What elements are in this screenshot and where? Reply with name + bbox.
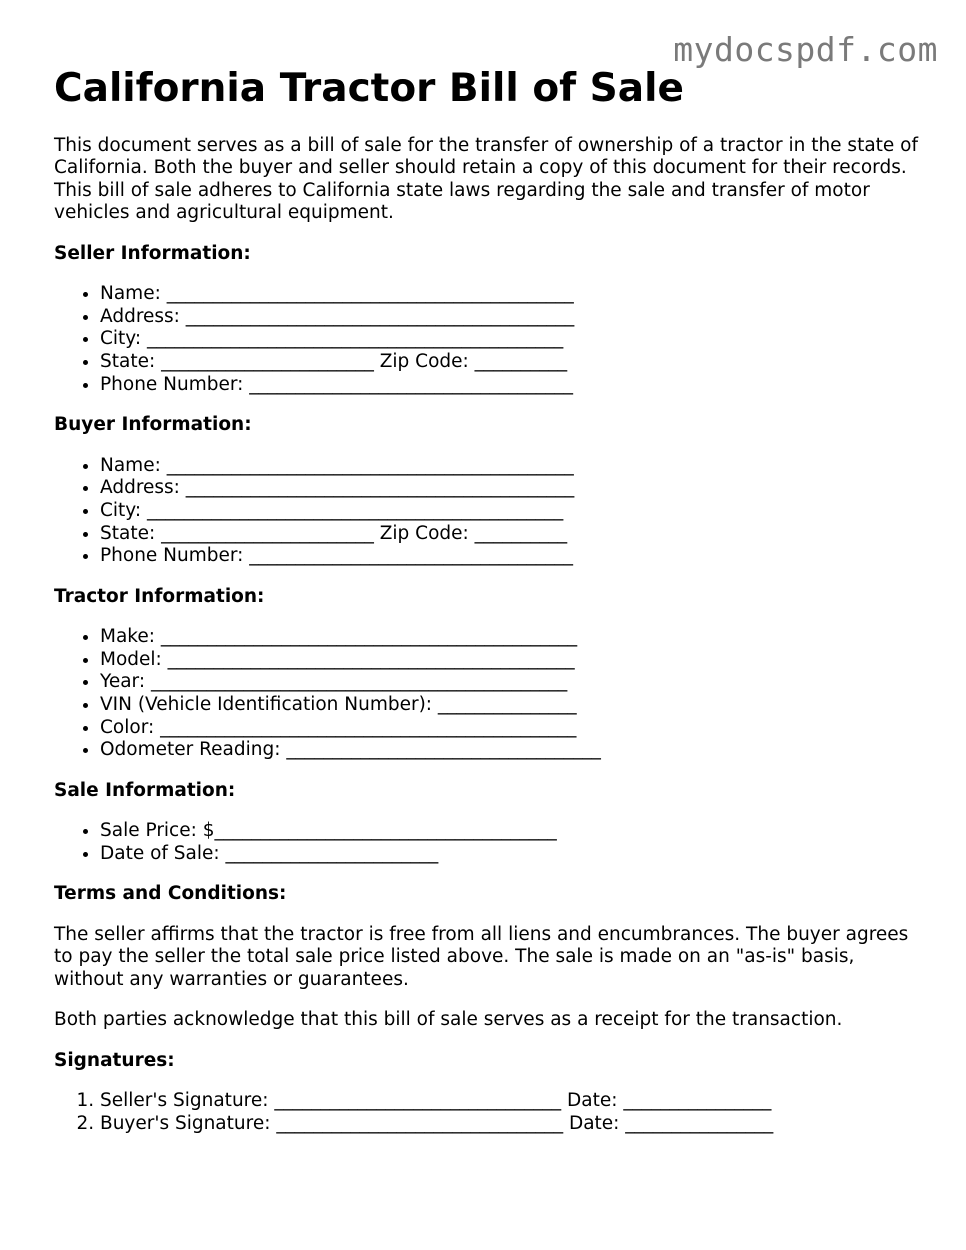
intro-paragraph: This document serves as a bill of sale for the transfer of ownership of a tractor in the state of California. Both the buyer and seller should retain a copy of this document for their records. This bill of sale adheres to California state laws regarding the sale and transfer of motor vehicles and agricultural equipment. (54, 134, 919, 224)
seller-city-field: • City: _____________________________________________ (100, 328, 924, 351)
seller-signature-field: 1. Seller's Signature: _______________________________ Date: ________________ (100, 1090, 924, 1113)
buyer-signature-field: 2. Buyer's Signature: _______________________________ Date: ________________ (100, 1113, 924, 1136)
buyer-list (54, 455, 924, 568)
seller-phone-field: • Phone Number: ___________________________________ (100, 374, 924, 397)
buyer-name-field: • Name: ____________________________________________ (100, 455, 924, 478)
seller-list (54, 283, 924, 396)
seller-state-zip-field: • State: _______________________ Zip Code: __________ (100, 351, 924, 374)
receipt-paragraph: Both parties acknowledge that this bill of sale serves as a receipt for the transaction. (54, 1009, 843, 1031)
terms-heading: Terms and Conditions: (54, 883, 287, 905)
tractor-model-field: • Model: ____________________________________________ (100, 649, 924, 672)
tractor-make-field: • Make: _____________________________________________ (100, 626, 924, 649)
buyer-state-zip-field: • State: _______________________ Zip Code: __________ (100, 523, 924, 546)
tractor-odometer-field: • Odometer Reading: __________________________________ (100, 739, 924, 762)
tractor-color-field: • Color: _____________________________________________ (100, 717, 924, 740)
buyer-address-field: • Address: __________________________________________ (100, 477, 924, 500)
tractor-year-field: • Year: _____________________________________________ (100, 671, 924, 694)
document (54, 66, 924, 1136)
seller-heading: Seller Information: (54, 242, 251, 264)
document-title: California Tractor Bill of Sale (54, 66, 684, 111)
watermark: mydocspdf.com (673, 30, 938, 69)
seller-name-field: • Name: ____________________________________________ (100, 283, 924, 306)
buyer-heading: Buyer Information: (54, 414, 252, 436)
buyer-phone-field: • Phone Number: ___________________________________ (100, 545, 924, 568)
seller-address-field: • Address: __________________________________________ (100, 306, 924, 329)
sale-heading: Sale Information: (54, 779, 236, 801)
tractor-list (54, 626, 924, 762)
sale-list (54, 820, 924, 865)
signatures-heading: Signatures: (54, 1049, 175, 1071)
tractor-vin-field: • VIN (Vehicle Identification Number): _______________ (100, 694, 924, 717)
tractor-heading: Tractor Information: (54, 585, 265, 607)
sale-date-field: • Date of Sale: _______________________ (100, 843, 924, 866)
buyer-city-field: • City: _____________________________________________ (100, 500, 924, 523)
signatures-list (54, 1090, 924, 1135)
sale-price-field: • Sale Price: $_____________________________________ (100, 820, 924, 843)
terms-paragraph: The seller affirms that the tractor is free from all liens and encumbrances. The buyer agrees to pay the seller the total sale price listed above. The sale is made on an "as-is" basis, without any warranties or guarantees. (54, 923, 909, 990)
